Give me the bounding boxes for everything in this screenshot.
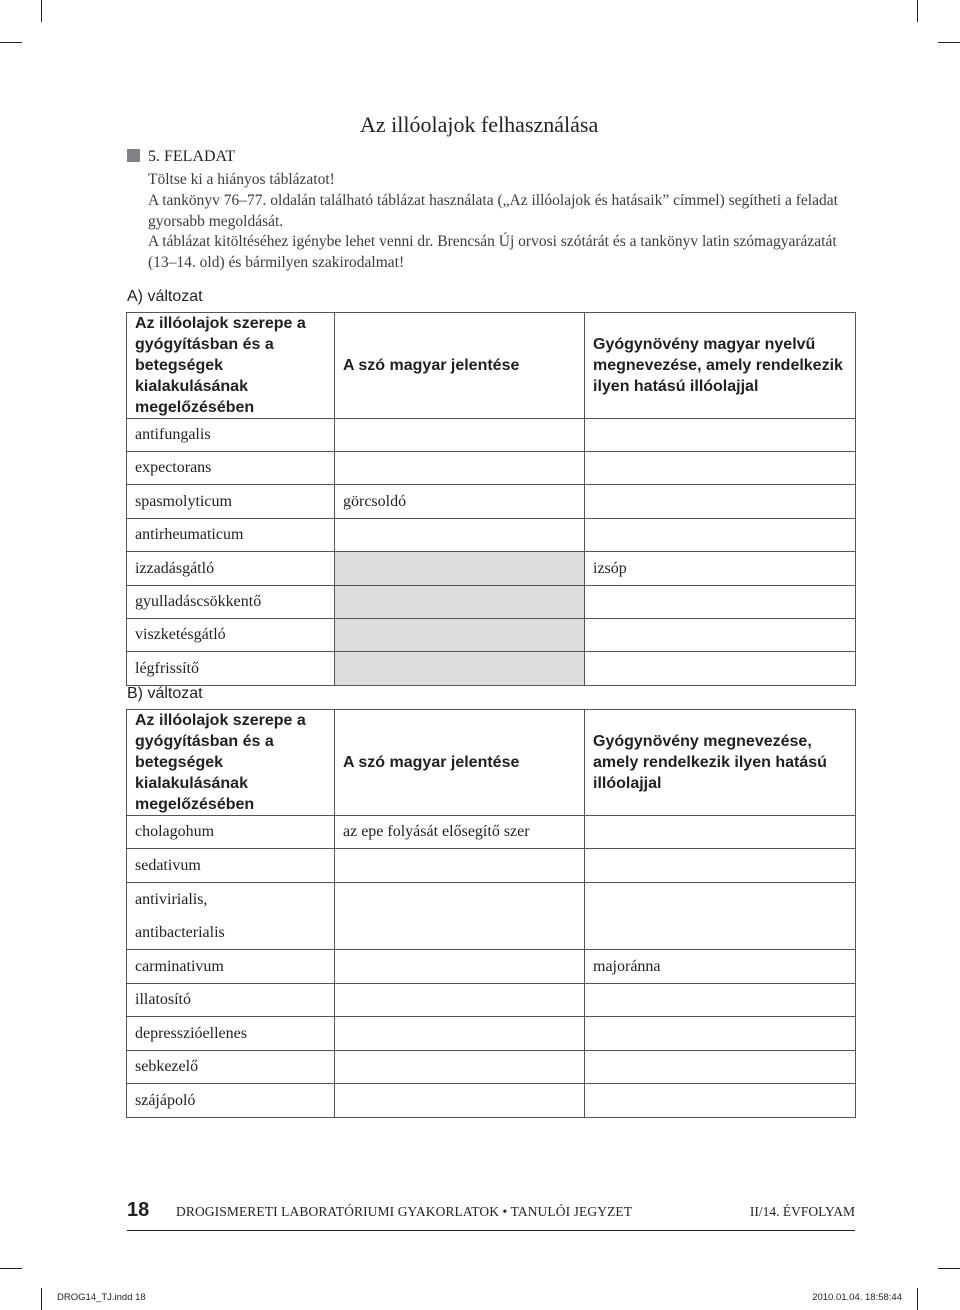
meaning-cell-shaded xyxy=(335,652,585,686)
table-row xyxy=(127,619,856,652)
table-row xyxy=(127,1017,856,1051)
task-instructions xyxy=(148,170,860,274)
table-row xyxy=(127,1051,856,1084)
term-cell: izzadásgátló xyxy=(127,552,335,586)
meaning-cell[interactable] xyxy=(335,849,585,883)
task-label: 5. FELADAT xyxy=(148,148,236,165)
term-cell: légfrissítő xyxy=(127,652,335,686)
meaning-cell[interactable] xyxy=(335,1017,585,1051)
table-header-row xyxy=(127,313,856,419)
plant-cell[interactable] xyxy=(585,984,856,1017)
instruction-line: A tankönyv 76–77. oldalán található táblázat használata („Az illóolajok és hatásaik” címmel) segítheti a feladat gyorsabb megoldását. xyxy=(148,191,838,230)
table-row xyxy=(127,849,856,883)
term-cell: szájápoló xyxy=(127,1084,335,1118)
plant-cell[interactable] xyxy=(585,419,856,452)
table-row xyxy=(127,652,856,686)
plant-cell[interactable] xyxy=(585,452,856,485)
table-row xyxy=(127,950,856,984)
crop-mark xyxy=(0,42,22,43)
crop-mark xyxy=(41,1288,42,1310)
crop-mark xyxy=(938,1268,960,1269)
section-b-label: B) változat xyxy=(127,685,203,702)
crop-mark xyxy=(917,1288,918,1310)
footer-grade: II/14. ÉVFOLYAM xyxy=(749,1204,855,1219)
plant-cell[interactable] xyxy=(585,1051,856,1084)
header-plant: Gyógynövény megnevezése, amely rendelkezik ilyen hatású illóolajjal xyxy=(585,710,856,816)
term-cell: sedativum xyxy=(127,849,335,883)
header-role: Az illóolajok szerepe a gyógyításban és a betegségek kialakulásának megelőzésében xyxy=(127,710,335,816)
plant-cell[interactable] xyxy=(585,619,856,652)
crop-mark xyxy=(938,42,960,43)
section-a-label: A) változat xyxy=(127,288,203,305)
table-header-row xyxy=(127,710,856,816)
term-cell: illatosító xyxy=(127,984,335,1017)
table-row xyxy=(127,485,856,519)
table-row xyxy=(127,1084,856,1118)
table-row xyxy=(127,452,856,485)
table-row xyxy=(127,419,856,452)
meaning-cell-shaded xyxy=(335,586,585,619)
slug-datetime: 2010.01.04. 18:58:44 xyxy=(812,1292,902,1303)
crop-mark xyxy=(41,0,42,22)
meaning-cell[interactable] xyxy=(335,883,585,950)
term-cell: spasmolyticum xyxy=(127,485,335,519)
plant-cell[interactable] xyxy=(585,1017,856,1051)
plant-cell[interactable] xyxy=(585,519,856,552)
term-cell: antifungalis xyxy=(127,419,335,452)
plant-cell[interactable] xyxy=(585,883,856,950)
table-row xyxy=(127,586,856,619)
slug-file: DROG14_TJ.indd 18 xyxy=(57,1292,146,1303)
term-cell: antirheumaticum xyxy=(127,519,335,552)
term-cell: carminativum xyxy=(127,950,335,984)
plant-cell[interactable] xyxy=(585,849,856,883)
plant-cell[interactable] xyxy=(585,485,856,519)
term-cell: sebkezelő xyxy=(127,1051,335,1084)
page-number: 18 xyxy=(127,1199,150,1221)
header-meaning: A szó magyar jelentése xyxy=(335,313,585,419)
plant-cell[interactable] xyxy=(585,586,856,619)
meaning-cell[interactable] xyxy=(335,452,585,485)
header-meaning: A szó magyar jelentése xyxy=(335,710,585,816)
table-a xyxy=(126,312,856,686)
footer-rule xyxy=(127,1230,855,1231)
meaning-cell[interactable] xyxy=(335,1051,585,1084)
term-line: antivirialis, xyxy=(135,891,208,908)
plant-cell: majoránna xyxy=(585,950,856,984)
term-cell: gyulladáscsökkentő xyxy=(127,586,335,619)
header-plant: Gyógynövény magyar nyelvű megnevezése, amely rendelkezik ilyen hatású illóolajjal xyxy=(585,313,856,419)
page-title: Az illóolajok felhasználása xyxy=(360,112,599,137)
meaning-cell-shaded xyxy=(335,619,585,652)
term-cell xyxy=(127,883,335,950)
table-row xyxy=(127,816,856,849)
instruction-line: A táblázat kitöltéséhez igénybe lehet venni dr. Brencsán Új orvosi szótárát és a tankönyv latin szómagyarázatát (13–14. old) és bármilyen szakirodalmat! xyxy=(148,233,837,272)
meaning-cell: görcsoldó xyxy=(335,485,585,519)
crop-mark xyxy=(0,1268,22,1269)
instruction-line: Töltse ki a hiányos táblázatot! xyxy=(148,171,335,188)
plant-cell[interactable] xyxy=(585,1084,856,1118)
table-row xyxy=(127,552,856,586)
meaning-cell[interactable] xyxy=(335,984,585,1017)
term-line: antibacterialis xyxy=(135,924,225,941)
term-cell: cholagohum xyxy=(127,816,335,849)
term-cell: expectorans xyxy=(127,452,335,485)
table-row xyxy=(127,984,856,1017)
table-row xyxy=(127,519,856,552)
plant-cell: izsóp xyxy=(585,552,856,586)
crop-mark xyxy=(917,0,918,22)
term-cell: depresszióellenes xyxy=(127,1017,335,1051)
meaning-cell-shaded xyxy=(335,552,585,586)
footer-title: DROGISMERETI LABORATÓRIUMI GYAKORLATOK • TANULÓI JEGYZET xyxy=(176,1204,633,1219)
table-b xyxy=(126,709,856,1118)
header-role: Az illóolajok szerepe a gyógyításban és a betegségek kialakulásának megelőzésében xyxy=(127,313,335,419)
meaning-cell[interactable] xyxy=(335,519,585,552)
plant-cell[interactable] xyxy=(585,652,856,686)
task-heading xyxy=(127,148,235,166)
plant-cell[interactable] xyxy=(585,816,856,849)
table-row xyxy=(127,883,856,950)
term-cell: viszketésgátló xyxy=(127,619,335,652)
meaning-cell[interactable] xyxy=(335,419,585,452)
meaning-cell: az epe folyását elősegítő szer xyxy=(335,816,585,849)
square-bullet-icon xyxy=(127,149,140,162)
meaning-cell[interactable] xyxy=(335,950,585,984)
meaning-cell[interactable] xyxy=(335,1084,585,1118)
